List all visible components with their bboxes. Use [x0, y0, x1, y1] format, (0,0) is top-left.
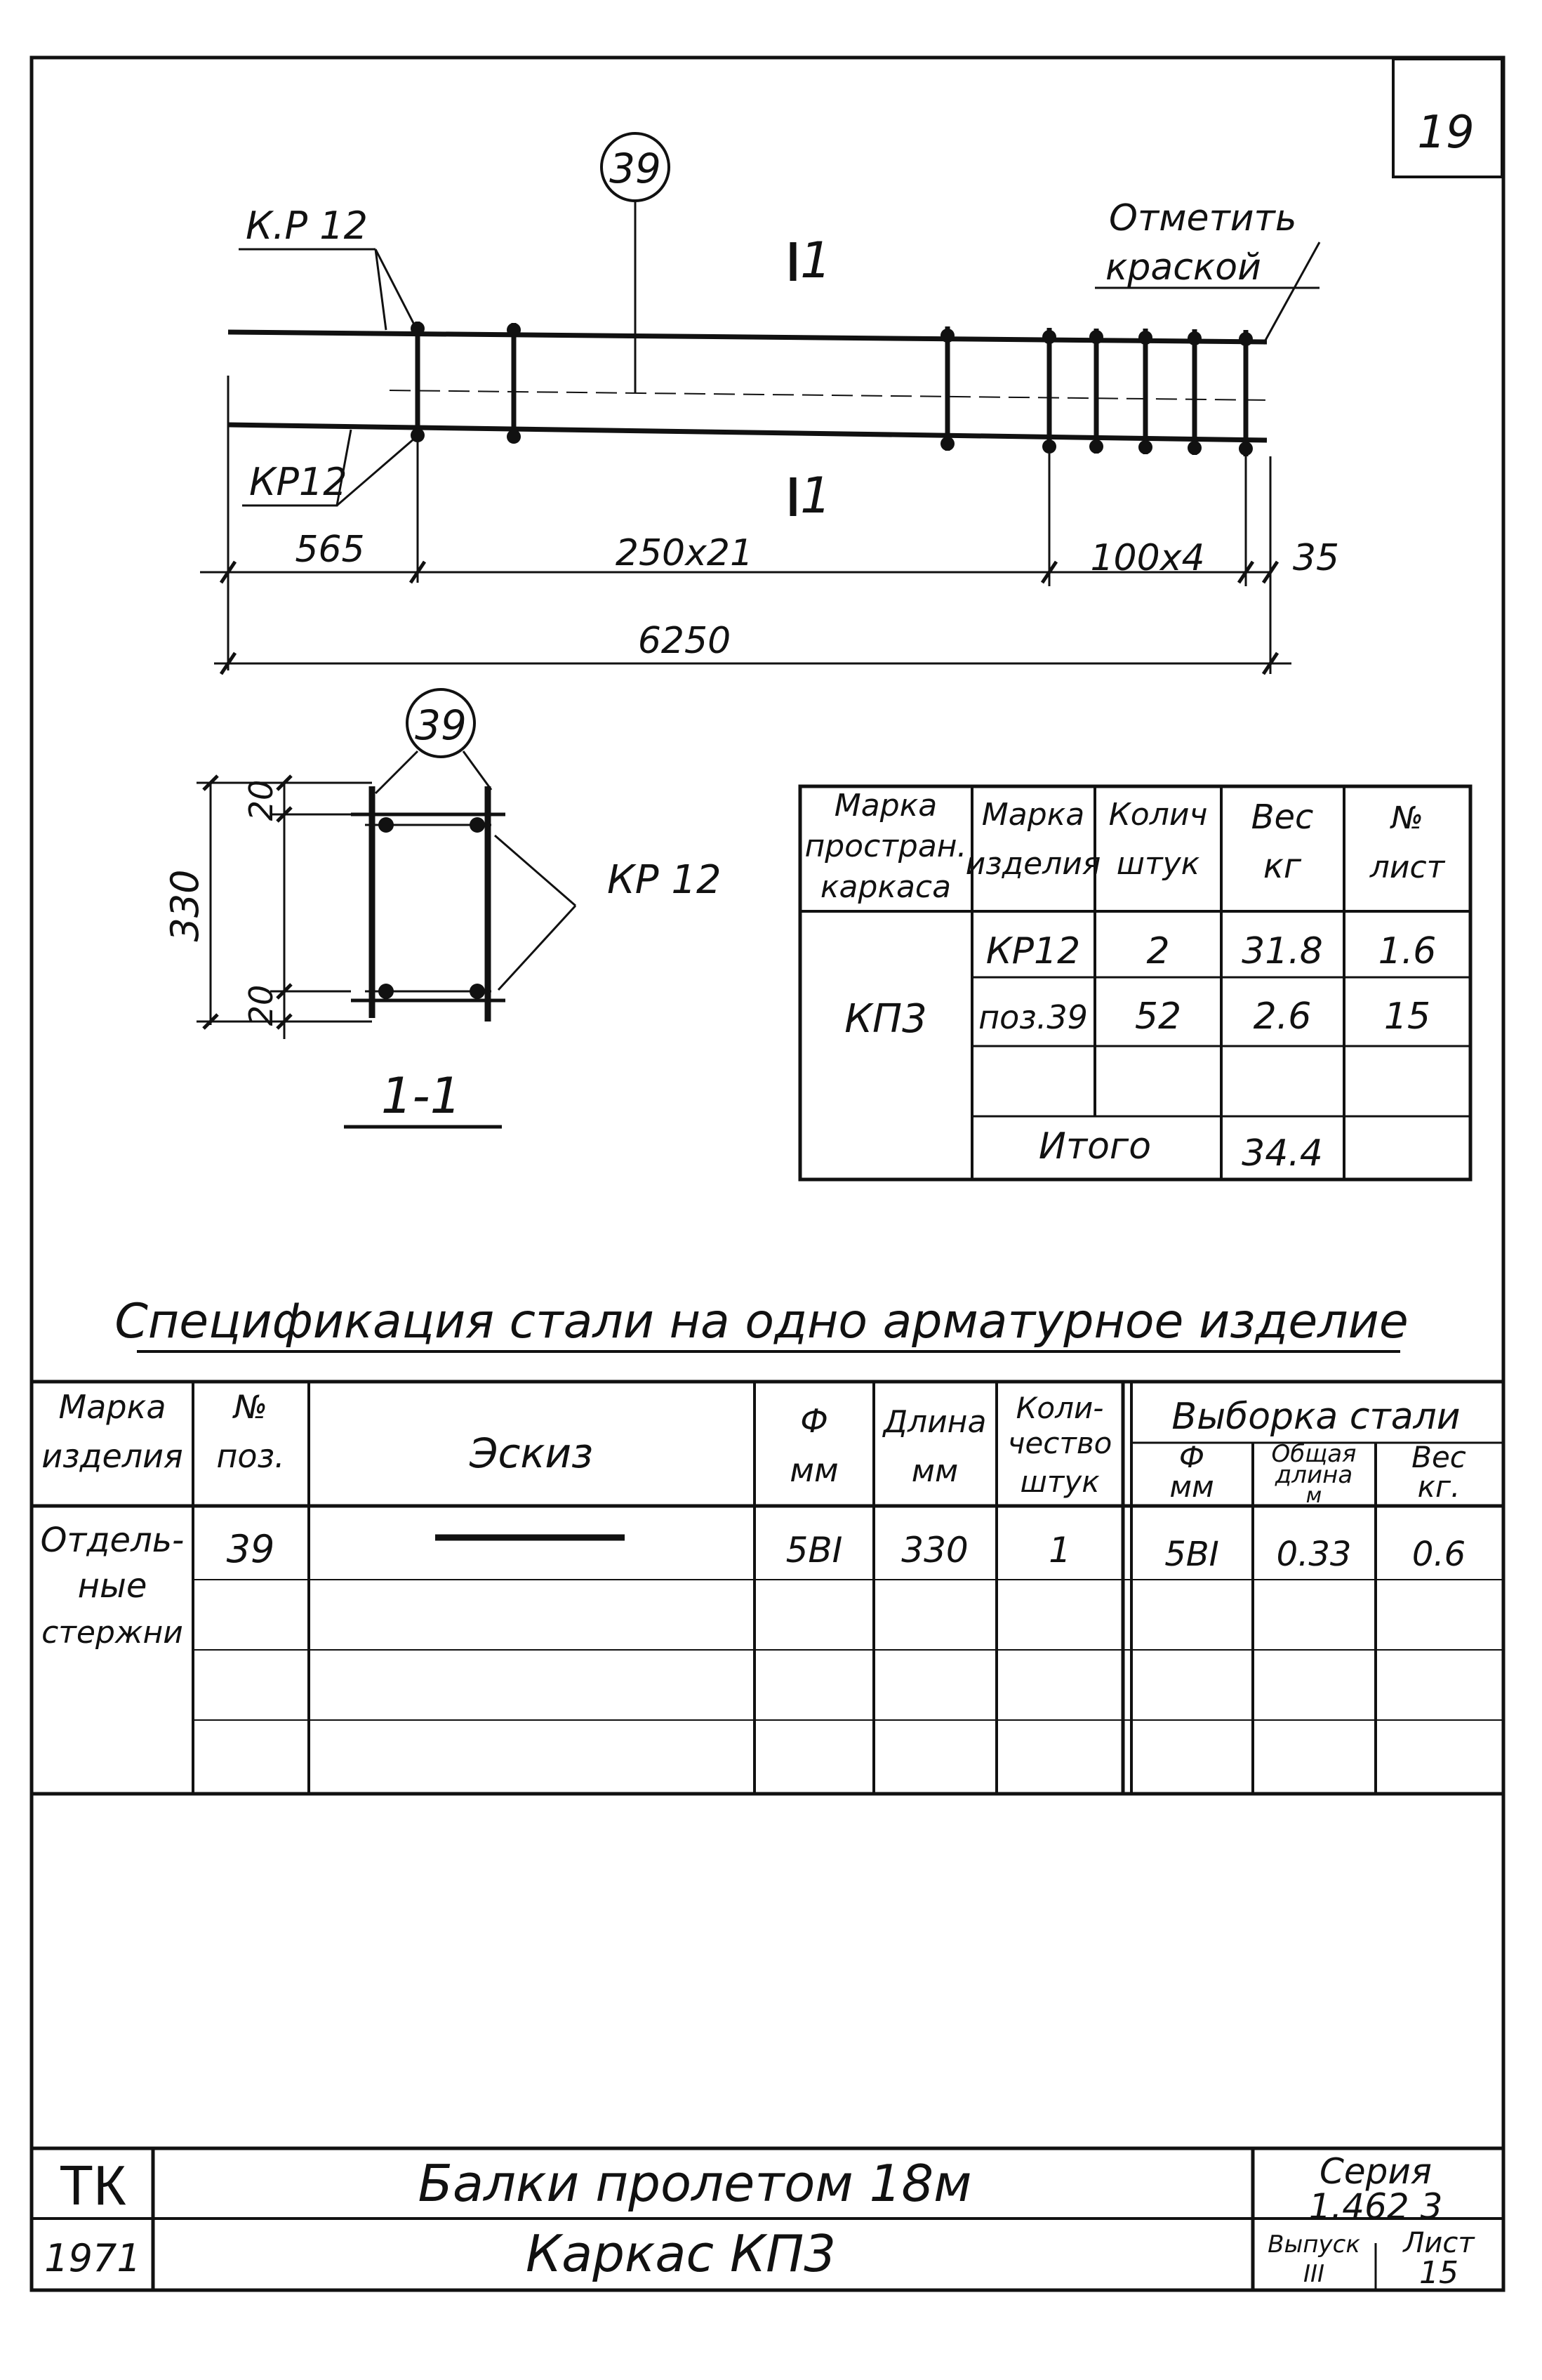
- svg-text:каркаса: каркаса: [820, 869, 952, 905]
- section-mark-top: 1: [800, 232, 832, 289]
- svg-text:поз.: поз.: [216, 1437, 285, 1475]
- frame-top-label: К.Р 12: [246, 204, 368, 248]
- svg-text:поз.39: поз.39: [978, 998, 1088, 1036]
- title-sub: Каркас КП3: [525, 2224, 837, 2283]
- paint-note-line1: Отметить: [1109, 197, 1297, 239]
- svg-text:1.6: 1.6: [1378, 930, 1437, 972]
- svg-text:Коли-: Коли-: [1016, 1391, 1104, 1425]
- title-block: [32, 2148, 1502, 2291]
- svg-text:31.8: 31.8: [1242, 930, 1323, 972]
- svg-text:Марка: Марка: [981, 797, 1085, 833]
- dim-end-offset: 35: [1292, 537, 1340, 579]
- svg-text:мм: мм: [790, 1451, 839, 1489]
- svg-text:штук: штук: [1020, 1465, 1100, 1499]
- svg-text:15: 15: [1383, 996, 1431, 1038]
- section-frame-label: КР 12: [607, 857, 722, 903]
- svg-text:5ВI: 5ВI: [1164, 1535, 1219, 1574]
- issue-label: Выпуск: [1268, 2230, 1360, 2259]
- svg-text:№: №: [1391, 800, 1423, 836]
- svg-text:Отдель-: Отдель-: [40, 1521, 185, 1560]
- assembly-total-label: Итого: [1038, 1125, 1152, 1168]
- svg-text:Эскиз: Эскиз: [470, 1429, 593, 1477]
- svg-text:чество: чество: [1007, 1426, 1112, 1460]
- svg-text:0.33: 0.33: [1276, 1535, 1352, 1574]
- svg-text:изделия: изделия: [965, 846, 1101, 882]
- section-title: 1-1: [380, 1067, 462, 1125]
- svg-text:простран.: простран.: [804, 828, 967, 864]
- year: 1971: [44, 2236, 141, 2280]
- sheet-value: 15: [1419, 2255, 1458, 2291]
- bottom-longitudinal-bar: [228, 425, 1267, 440]
- svg-text:мм: мм: [911, 1453, 959, 1489]
- svg-text:м: м: [1305, 1483, 1322, 1508]
- dim-end-spacing: 100х4: [1090, 537, 1205, 579]
- dim-total-length: 6250: [637, 620, 731, 662]
- frame-bottom-label: КР12: [249, 460, 347, 504]
- frame-mark: КП3: [844, 996, 927, 1042]
- svg-text:Вес: Вес: [1251, 798, 1314, 837]
- section-position-mark: 39: [415, 701, 467, 749]
- svg-text:кг.: кг.: [1417, 1469, 1461, 1504]
- sheet-number: 19: [1417, 107, 1475, 159]
- section-view: [163, 689, 722, 1127]
- section-mark-bottom: 1: [800, 467, 832, 524]
- assembly-table: [800, 786, 1470, 1179]
- svg-text:52: 52: [1134, 996, 1182, 1038]
- assembly-total-weight: 34.4: [1242, 1132, 1323, 1175]
- svg-text:5ВI: 5ВI: [785, 1530, 843, 1571]
- svg-text:лист: лист: [1369, 849, 1445, 885]
- svg-text:ные: ные: [77, 1566, 147, 1606]
- top-longitudinal-bar: [228, 332, 1267, 342]
- svg-text:Марка: Марка: [58, 1388, 166, 1426]
- svg-text:Длина: Длина: [883, 1404, 987, 1440]
- dim-main-spacing: 250х21: [615, 532, 754, 574]
- svg-text:Колич: Колич: [1108, 797, 1208, 833]
- series-number: 1.462 3: [1308, 2186, 1443, 2227]
- svg-text:Ф: Ф: [800, 1402, 828, 1440]
- svg-text:штук: штук: [1116, 846, 1200, 882]
- beam-elevation: [200, 133, 1339, 674]
- svg-text:2.6: 2.6: [1253, 996, 1312, 1038]
- title-main: Балки пролетом 18м: [418, 2154, 972, 2213]
- svg-text:стержни: стержни: [41, 1615, 183, 1651]
- svg-text:0.6: 0.6: [1411, 1535, 1466, 1574]
- svg-text:КР12: КР12: [985, 930, 1081, 972]
- svg-text:Общая: Общая: [1271, 1440, 1357, 1468]
- svg-text:длина: длина: [1275, 1461, 1353, 1489]
- svg-text:Ф: Ф: [1178, 1440, 1205, 1474]
- org-code: ТК: [59, 2154, 126, 2216]
- spec-table: [32, 1382, 1502, 1794]
- svg-text:39: 39: [226, 1527, 275, 1571]
- svg-text:2: 2: [1146, 930, 1170, 972]
- sheet-label: Лист: [1403, 2227, 1475, 2259]
- section-height: 330: [163, 869, 207, 942]
- dim-left-offset: 565: [295, 529, 365, 571]
- svg-text:изделия: изделия: [41, 1437, 183, 1475]
- svg-text:Выборка стали: Выборка стали: [1171, 1396, 1461, 1438]
- spec-title: Спецификация стали на одно арматурное изделие: [114, 1294, 1409, 1349]
- paint-note-line2: краской: [1105, 246, 1261, 289]
- series-label: Серия: [1320, 2151, 1432, 2192]
- section-bottom-cover: 20: [242, 984, 280, 1026]
- svg-text:мм: мм: [1169, 1469, 1214, 1504]
- svg-text:330: 330: [901, 1530, 969, 1571]
- svg-text:1: 1: [1049, 1530, 1071, 1571]
- sheet-number-box: [1393, 59, 1502, 177]
- position-mark: 39: [609, 145, 661, 192]
- svg-text:№: №: [234, 1388, 267, 1426]
- section-top-cover: 20: [242, 779, 280, 821]
- svg-text:Марка: Марка: [834, 788, 938, 824]
- svg-text:Вес: Вес: [1411, 1440, 1466, 1474]
- issue-value: III: [1303, 2260, 1325, 2288]
- svg-text:кг: кг: [1263, 847, 1302, 886]
